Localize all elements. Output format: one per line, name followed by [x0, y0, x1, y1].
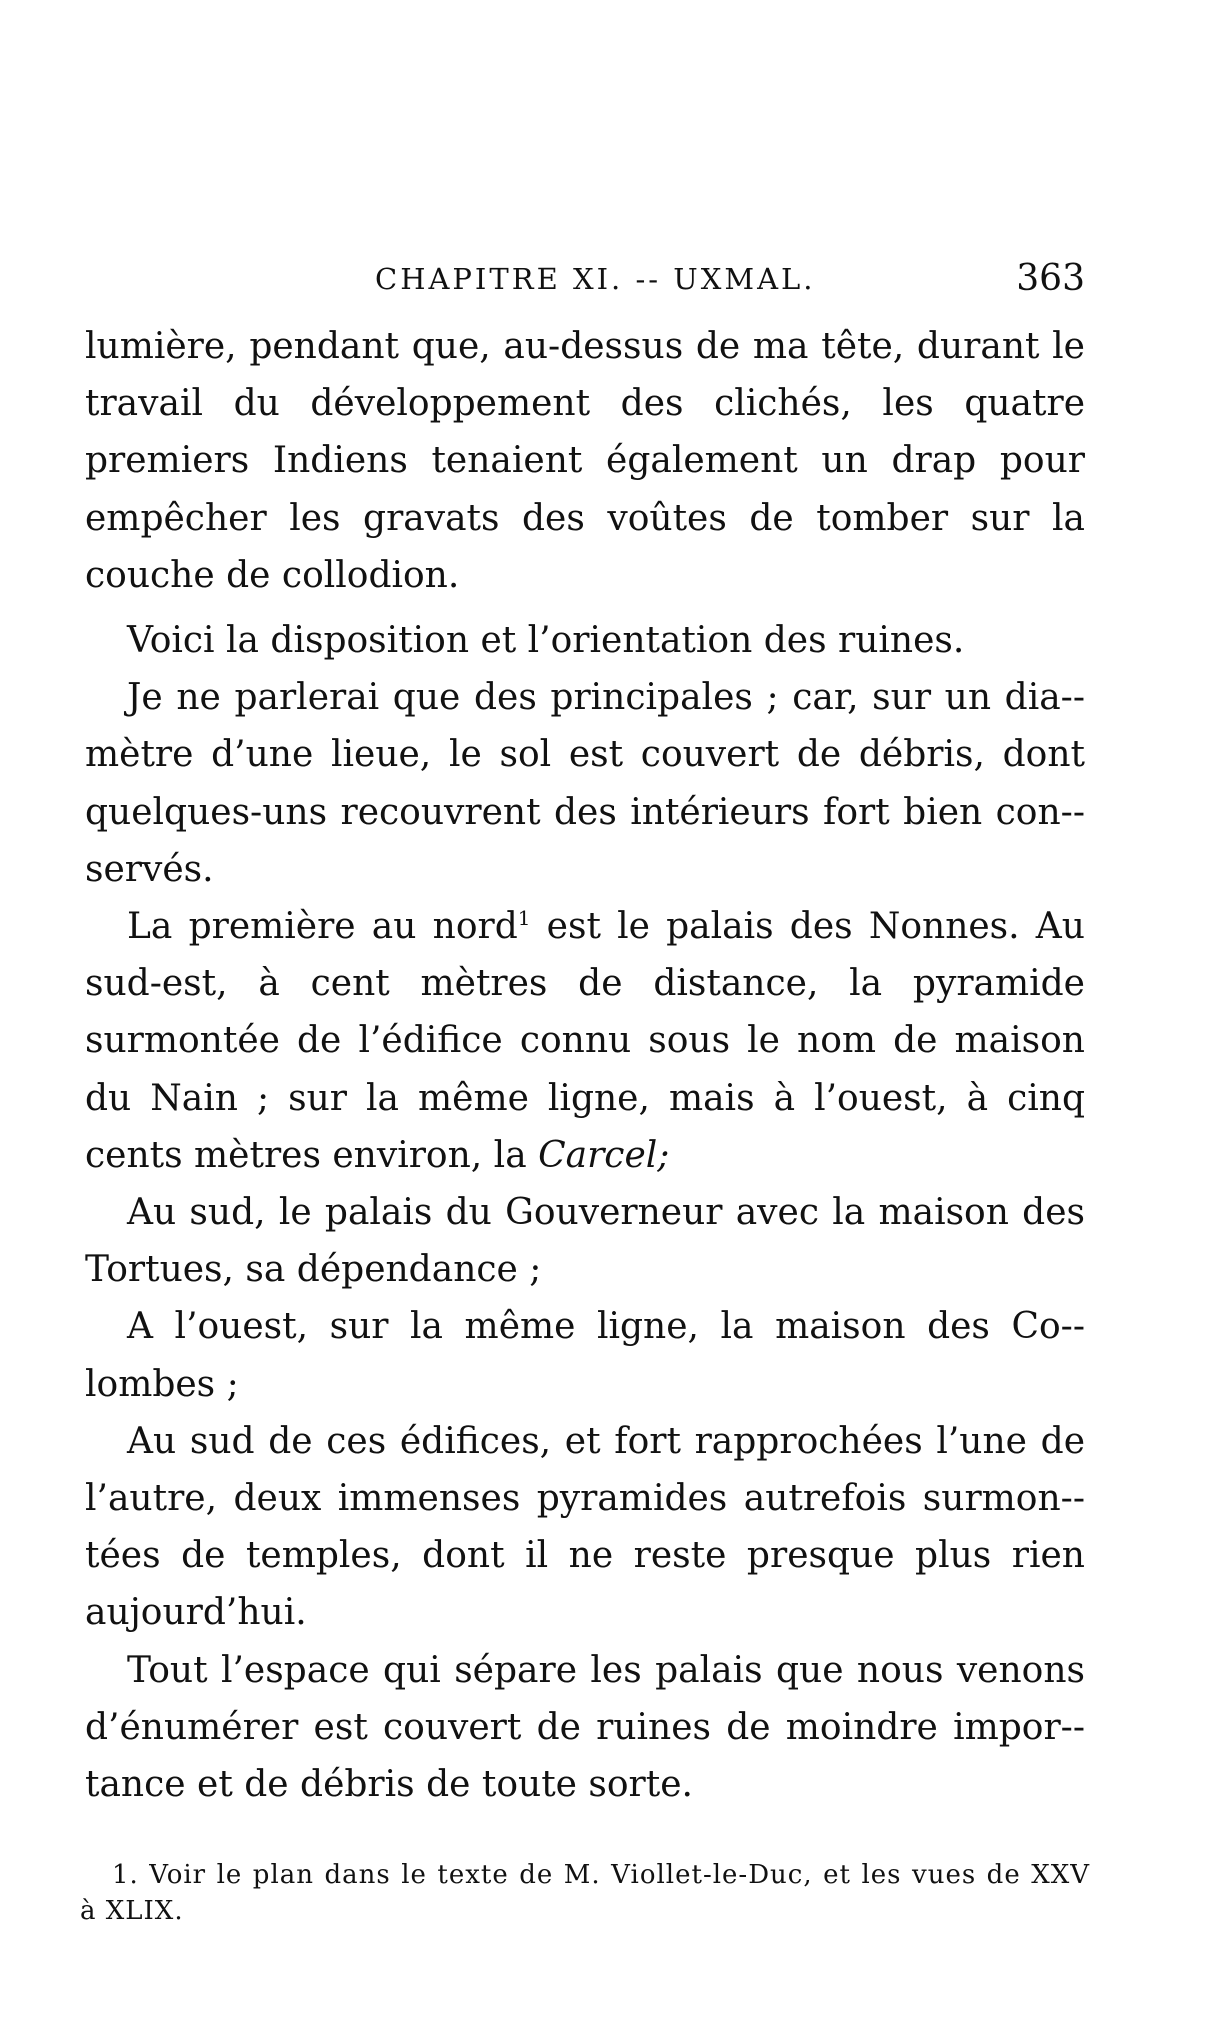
paragraph-4-middle: est le palais des Nonnes. Au sud-est, à cent mètres de distance, la pyramide surmontée de l’édifice connu sous le nom de maison du Nain ; sur la même ligne, mais à l’ouest, à cinq cents mètres environ, la — [85, 906, 1085, 1176]
paragraph-1: lumière, pendant que, au-dessus de ma tête, durant le travail du développement des clichés, les quatre premiers Indiens tenaient également un drap pour empêcher les gravats des voûtes de tomber sur la couche de collodion. — [85, 326, 1085, 596]
paragraph-7: Au sud de ces édifices, et fort rapprochées l’une de l’autre, deux immenses pyramides autrefois surmon-tées de temples, dont il ne reste presque plus rien aujourd’hui. — [85, 1420, 1085, 1634]
footnote-reference: 1 — [517, 906, 531, 931]
paragraph-8: Tout l’espace qui sépare les palais que nous venons d’énumérer est couvert de ruines de moindre impor-tance et de débris de toute sorte. — [85, 1649, 1085, 1806]
footnote-text: 1. Voir le plan dans le texte de M. Viollet-le-Duc, et les vues de XXV à XLIX. — [80, 1860, 1090, 1926]
paragraph-4-start: La première au nord — [127, 906, 518, 948]
paragraph-5: Au sud, le palais du Gouverneur avec la maison des Tortues, sa dépendance ; — [85, 1192, 1085, 1291]
running-title: CHAPITRE XI. -- UXMAL. — [375, 262, 816, 296]
footnote — [80, 1857, 1090, 1929]
page-number: 363 — [1016, 258, 1085, 299]
page-header — [85, 256, 1085, 306]
paragraph-4-italic: Carcel; — [538, 1134, 670, 1176]
paragraph-3: Je ne parlerai que des principales ; car, sur un dia-mètre d’une lieue, le sol est couvert de débris, dont quelques-uns recouvrent des intérieurs fort bien con-servés. — [85, 677, 1085, 890]
paragraph-6: A l’ouest, sur la même ligne, la maison des Co-lombes ; — [85, 1306, 1085, 1405]
body-text — [85, 318, 1085, 1813]
paragraph-4 — [85, 898, 1085, 1184]
paragraph-2: Voici la disposition et l’orientation des ruines. — [127, 620, 965, 662]
